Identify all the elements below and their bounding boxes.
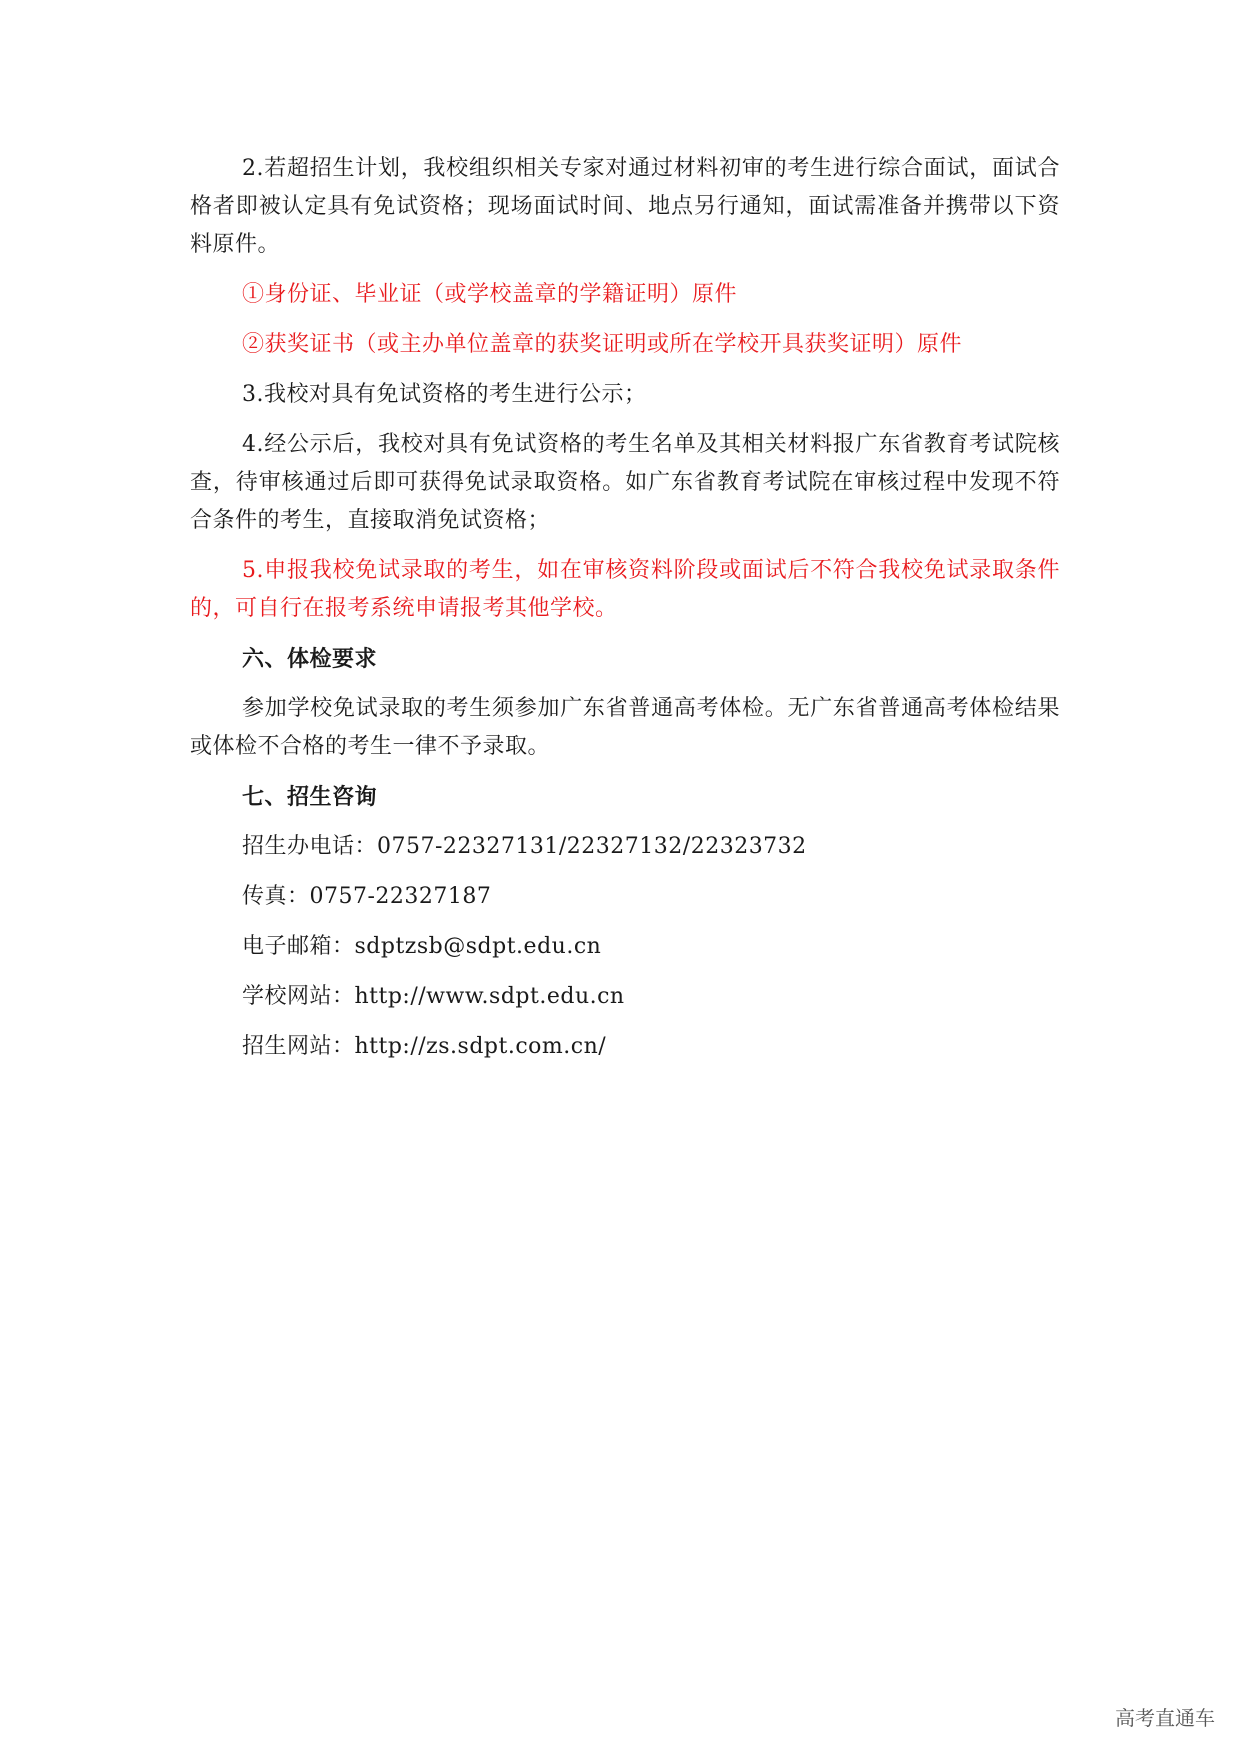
paragraph-item-5: 5.申报我校免试录取的考生，如在审核资料阶段或面试后不符合我校免试录取条件的，可自行在报考系统申请报考其他学校。 — [190, 558, 1060, 621]
section-7-heading: 七、招生咨询 — [242, 784, 378, 810]
paragraph-item-3: 3.我校对具有免试资格的考生进行公示； — [242, 382, 647, 407]
document-page — [190, 150, 1060, 1078]
required-doc-id: ①身份证、毕业证（或学校盖章的学籍证明）原件 — [242, 282, 738, 307]
contact-phone: 招生办电话：0757-22327131/22327132/22323732 — [242, 834, 807, 859]
required-doc-award: ②获奖证书（或主办单位盖章的获奖证明或所在学校开具获奖证明）原件 — [242, 332, 963, 357]
contact-fax: 传真：0757-22327187 — [242, 884, 492, 909]
contact-school-website: 学校网站：http://www.sdpt.edu.cn — [242, 984, 625, 1009]
section-6-text: 参加学校免试录取的考生须参加广东省普通高考体检。无广东省普通高考体检结果或体检不合格的考生一律不予录取。 — [190, 696, 1060, 759]
contact-email: 电子邮箱：sdptzsb@sdpt.edu.cn — [242, 934, 602, 959]
paragraph-item-2: 2.若超招生计划，我校组织相关专家对通过材料初审的考生进行综合面试，面试合格者即被认定具有免试资格；现场面试时间、地点另行通知，面试需准备并携带以下资料原件。 — [190, 156, 1060, 257]
paragraph-item-4: 4.经公示后，我校对具有免试资格的考生名单及其相关材料报广东省教育考试院核查，待审核通过后即可获得免试录取资格。如广东省教育考试院在审核过程中发现不符合条件的考生，直接取消免试资格； — [190, 432, 1060, 533]
watermark: 高考直通车 — [1115, 1706, 1215, 1730]
section-6-heading: 六、体检要求 — [242, 646, 378, 672]
contact-admission-website: 招生网站：http://zs.sdpt.com.cn/ — [242, 1034, 607, 1059]
